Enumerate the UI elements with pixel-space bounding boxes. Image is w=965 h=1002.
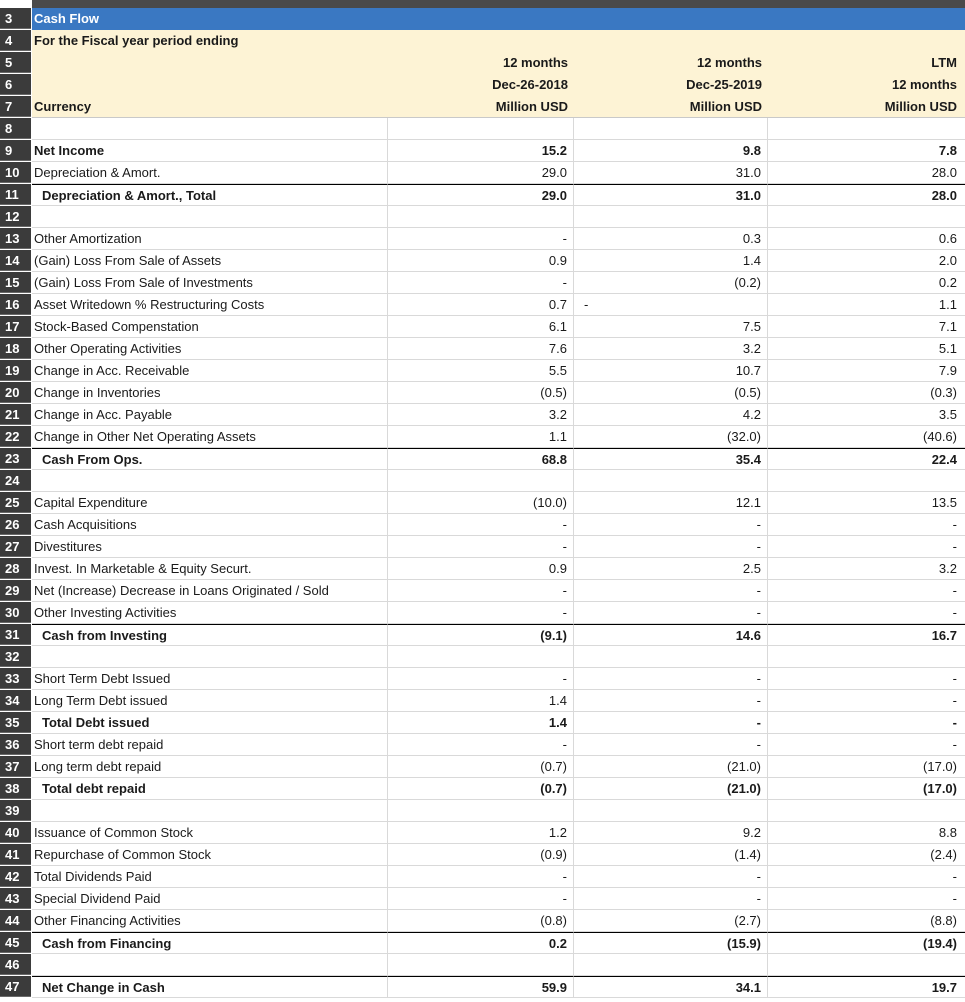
row-label[interactable]: Stock-Based Compenstation [32, 316, 388, 338]
sheet-title[interactable]: Cash Flow [32, 8, 965, 30]
row-number[interactable]: 4 [0, 30, 31, 51]
value-cell-3[interactable]: (8.8) [768, 910, 965, 932]
row-number[interactable]: 7 [0, 96, 31, 117]
value-cell-3[interactable]: - [768, 866, 965, 888]
value-cell-1[interactable]: 29.0 [388, 162, 574, 184]
currency-label[interactable]: Currency [32, 96, 388, 118]
row-label[interactable]: Invest. In Marketable & Equity Securt. [32, 558, 388, 580]
value-cell-3[interactable]: 5.1 [768, 338, 965, 360]
value-cell-2[interactable]: (1.4) [574, 844, 768, 866]
value-cell-2[interactable]: 34.1 [574, 976, 768, 998]
value-cell-2[interactable] [574, 206, 768, 228]
value-cell-2[interactable]: (15.9) [574, 932, 768, 954]
row-label[interactable]: Cash from Financing [32, 932, 388, 954]
row-label[interactable]: Change in Inventories [32, 382, 388, 404]
row-number[interactable]: 42 [0, 866, 31, 887]
value-cell-2[interactable]: - [574, 602, 768, 624]
value-cell-1[interactable]: - [388, 866, 574, 888]
value-cell-3[interactable]: (17.0) [768, 778, 965, 800]
value-cell-3[interactable] [768, 954, 965, 976]
value-cell-1[interactable]: (0.9) [388, 844, 574, 866]
row-number[interactable]: 9 [0, 140, 31, 161]
value-cell-2[interactable]: (21.0) [574, 778, 768, 800]
value-cell-3[interactable]: 16.7 [768, 624, 965, 646]
value-cell-3[interactable]: (2.4) [768, 844, 965, 866]
value-cell-3[interactable]: (0.3) [768, 382, 965, 404]
value-cell-2[interactable]: 12.1 [574, 492, 768, 514]
value-cell-2[interactable]: - [574, 536, 768, 558]
total-row[interactable] [0, 976, 965, 998]
row-number[interactable]: 38 [0, 778, 31, 799]
value-cell-3[interactable]: - [768, 668, 965, 690]
row-number[interactable]: 37 [0, 756, 31, 777]
row-label[interactable]: Total debt repaid [32, 778, 388, 800]
value-cell-3[interactable]: - [768, 514, 965, 536]
blank-row[interactable] [0, 118, 965, 140]
data-row[interactable] [0, 492, 965, 514]
row-number[interactable]: 33 [0, 668, 31, 689]
data-row[interactable] [0, 514, 965, 536]
data-row[interactable] [0, 866, 965, 888]
row-number[interactable]: 27 [0, 536, 31, 557]
row-number[interactable]: 29 [0, 580, 31, 601]
total-row[interactable] [0, 448, 965, 470]
value-cell-3[interactable]: 2.0 [768, 250, 965, 272]
row-label[interactable]: Change in Other Net Operating Assets [32, 426, 388, 448]
header-cell[interactable] [32, 52, 388, 74]
row-number[interactable]: 35 [0, 712, 31, 733]
value-cell-3[interactable] [768, 206, 965, 228]
value-cell-1[interactable] [388, 800, 574, 822]
row-label[interactable]: Repurchase of Common Stock [32, 844, 388, 866]
value-cell-2[interactable]: (32.0) [574, 426, 768, 448]
row-number[interactable]: 46 [0, 954, 31, 975]
value-cell-2[interactable] [574, 470, 768, 492]
value-cell-2[interactable]: (0.2) [574, 272, 768, 294]
row-number[interactable]: 3 [0, 8, 31, 29]
row-label[interactable]: Net (Increase) Decrease in Loans Originated / Sold [32, 580, 388, 602]
value-cell-3[interactable]: 0.2 [768, 272, 965, 294]
row-number[interactable]: 6 [0, 74, 31, 95]
value-cell-1[interactable]: - [388, 888, 574, 910]
period-length-1[interactable]: 12 months [388, 52, 574, 74]
row-number[interactable]: 28 [0, 558, 31, 579]
row-label[interactable]: Total Debt issued [32, 712, 388, 734]
value-cell-1[interactable]: - [388, 668, 574, 690]
data-row[interactable] [0, 822, 965, 844]
currency-unit-1[interactable]: Million USD [388, 96, 574, 118]
row-number[interactable]: 20 [0, 382, 31, 403]
row-label[interactable]: Short term debt repaid [32, 734, 388, 756]
total-row[interactable] [0, 184, 965, 206]
row-number[interactable]: 23 [0, 448, 31, 469]
data-row[interactable] [0, 250, 965, 272]
value-cell-3[interactable]: - [768, 580, 965, 602]
value-cell-2[interactable]: 7.5 [574, 316, 768, 338]
value-cell-3[interactable]: 7.9 [768, 360, 965, 382]
value-cell-1[interactable] [388, 470, 574, 492]
value-cell-2[interactable]: - [574, 690, 768, 712]
row-label[interactable]: Other Operating Activities [32, 338, 388, 360]
sheet-top-border [32, 0, 965, 8]
value-cell-3[interactable]: 0.6 [768, 228, 965, 250]
value-cell-2[interactable]: 9.8 [574, 140, 768, 162]
row-number[interactable]: 16 [0, 294, 31, 315]
data-row[interactable] [0, 338, 965, 360]
value-cell-3[interactable]: 3.2 [768, 558, 965, 580]
row-label[interactable]: Issuance of Common Stock [32, 822, 388, 844]
value-cell-3[interactable]: 28.0 [768, 184, 965, 206]
blank-row[interactable] [0, 800, 965, 822]
value-cell-3[interactable] [768, 470, 965, 492]
row-number[interactable]: 26 [0, 514, 31, 535]
value-cell-1[interactable]: (0.8) [388, 910, 574, 932]
row-number[interactable]: 8 [0, 118, 31, 139]
row-number[interactable]: 45 [0, 932, 31, 953]
row-number[interactable]: 5 [0, 52, 31, 73]
data-row[interactable] [0, 162, 965, 184]
data-row[interactable] [0, 602, 965, 624]
row-label[interactable]: Depreciation & Amort., Total [32, 184, 388, 206]
data-row[interactable] [0, 558, 965, 580]
value-cell-3[interactable]: - [768, 602, 965, 624]
value-cell-3[interactable]: - [768, 690, 965, 712]
value-cell-1[interactable]: 1.1 [388, 426, 574, 448]
value-cell-2[interactable]: 2.5 [574, 558, 768, 580]
value-cell-3[interactable] [768, 800, 965, 822]
total-row[interactable] [0, 932, 965, 954]
value-cell-1[interactable]: - [388, 514, 574, 536]
total-row[interactable] [0, 624, 965, 646]
row-label[interactable]: (Gain) Loss From Sale of Assets [32, 250, 388, 272]
value-cell-1[interactable] [388, 646, 574, 668]
value-cell-1[interactable]: 5.5 [388, 360, 574, 382]
row-label[interactable]: Other Investing Activities [32, 602, 388, 624]
value-cell-1[interactable]: 68.8 [388, 448, 574, 470]
data-row[interactable] [0, 272, 965, 294]
row-label[interactable]: Short Term Debt Issued [32, 668, 388, 690]
row-number[interactable]: 31 [0, 624, 31, 645]
row-label[interactable]: (Gain) Loss From Sale of Investments [32, 272, 388, 294]
value-cell-1[interactable]: 1.4 [388, 690, 574, 712]
row-number[interactable]: 39 [0, 800, 31, 821]
value-cell-3[interactable]: (17.0) [768, 756, 965, 778]
row-number[interactable]: 36 [0, 734, 31, 755]
value-cell-2[interactable]: 0.3 [574, 228, 768, 250]
row-number[interactable]: 17 [0, 316, 31, 337]
row-number[interactable]: 40 [0, 822, 31, 843]
value-cell-1[interactable]: 0.2 [388, 932, 574, 954]
currency-unit-3[interactable]: Million USD [768, 96, 965, 118]
row-label[interactable] [32, 954, 388, 976]
row-number[interactable]: 44 [0, 910, 31, 931]
value-cell-1[interactable]: 0.9 [388, 558, 574, 580]
value-cell-2[interactable] [574, 646, 768, 668]
blank-row[interactable] [0, 206, 965, 228]
value-cell-2[interactable]: 35.4 [574, 448, 768, 470]
value-cell-1[interactable]: (9.1) [388, 624, 574, 646]
row-label[interactable]: Depreciation & Amort. [32, 162, 388, 184]
row-label[interactable]: Net Income [32, 140, 388, 162]
value-cell-2[interactable]: 4.2 [574, 404, 768, 426]
value-cell-3[interactable]: 3.5 [768, 404, 965, 426]
value-cell-2[interactable]: - [574, 866, 768, 888]
value-cell-1[interactable]: (0.7) [388, 756, 574, 778]
row-label[interactable]: Long Term Debt issued [32, 690, 388, 712]
row-number[interactable]: 14 [0, 250, 31, 271]
value-cell-2[interactable]: - [574, 668, 768, 690]
value-cell-3[interactable] [768, 646, 965, 668]
data-row[interactable] [0, 360, 965, 382]
blank-row[interactable] [0, 954, 965, 976]
row-label[interactable] [32, 470, 388, 492]
row-label[interactable]: Cash Acquisitions [32, 514, 388, 536]
data-row[interactable] [0, 580, 965, 602]
header-cell[interactable] [574, 30, 768, 52]
data-row[interactable] [0, 778, 965, 800]
value-cell-3[interactable]: (40.6) [768, 426, 965, 448]
value-cell-1[interactable]: 0.9 [388, 250, 574, 272]
data-row[interactable] [0, 888, 965, 910]
value-cell-3[interactable]: 19.7 [768, 976, 965, 998]
value-cell-3[interactable]: - [768, 712, 965, 734]
row-label[interactable]: Other Amortization [32, 228, 388, 250]
row-number[interactable]: 24 [0, 470, 31, 491]
value-cell-1[interactable] [388, 954, 574, 976]
data-row[interactable] [0, 316, 965, 338]
value-cell-1[interactable] [388, 118, 574, 140]
value-cell-3[interactable]: 8.8 [768, 822, 965, 844]
data-row[interactable] [0, 712, 965, 734]
value-cell-2[interactable]: - [574, 888, 768, 910]
row-number[interactable]: 22 [0, 426, 31, 447]
data-row[interactable] [0, 294, 965, 316]
row-label[interactable]: Cash from Investing [32, 624, 388, 646]
row-label[interactable]: Capital Expenditure [32, 492, 388, 514]
row-number[interactable]: 41 [0, 844, 31, 865]
currency-unit-2[interactable]: Million USD [574, 96, 768, 118]
blank-row[interactable] [0, 646, 965, 668]
value-cell-2[interactable] [574, 118, 768, 140]
row-number[interactable]: 47 [0, 976, 31, 997]
data-row[interactable] [0, 844, 965, 866]
period-length-3[interactable]: LTM [768, 52, 965, 74]
title-row[interactable] [0, 8, 965, 30]
data-row[interactable] [0, 382, 965, 404]
value-cell-2[interactable]: (2.7) [574, 910, 768, 932]
row-number[interactable]: 10 [0, 162, 31, 183]
row-number[interactable]: 25 [0, 492, 31, 513]
value-cell-1[interactable]: (0.5) [388, 382, 574, 404]
value-cell-2[interactable]: 31.0 [574, 162, 768, 184]
value-cell-1[interactable]: - [388, 228, 574, 250]
blank-row[interactable] [0, 470, 965, 492]
row-label[interactable]: Total Dividends Paid [32, 866, 388, 888]
value-cell-2[interactable]: - [574, 580, 768, 602]
data-row[interactable] [0, 426, 965, 448]
data-row[interactable] [0, 734, 965, 756]
value-cell-1[interactable]: (0.7) [388, 778, 574, 800]
value-cell-1[interactable]: 15.2 [388, 140, 574, 162]
value-cell-1[interactable]: 3.2 [388, 404, 574, 426]
row-label[interactable] [32, 206, 388, 228]
row-label[interactable]: Other Financing Activities [32, 910, 388, 932]
header-cell[interactable] [768, 30, 965, 52]
value-cell-1[interactable]: (10.0) [388, 492, 574, 514]
period-date-2[interactable]: Dec-25-2019 [574, 74, 768, 96]
value-cell-2[interactable]: - [574, 712, 768, 734]
value-cell-1[interactable]: - [388, 602, 574, 624]
value-cell-1[interactable] [388, 206, 574, 228]
value-cell-2[interactable]: 31.0 [574, 184, 768, 206]
row-number[interactable]: 43 [0, 888, 31, 909]
row-number[interactable]: 13 [0, 228, 31, 249]
header-cell[interactable] [32, 74, 388, 96]
data-row[interactable] [0, 536, 965, 558]
value-cell-2[interactable]: - [574, 514, 768, 536]
row-label[interactable] [32, 118, 388, 140]
value-cell-2[interactable] [574, 294, 768, 316]
row-label[interactable] [32, 800, 388, 822]
row-number[interactable]: 19 [0, 360, 31, 381]
value-cell-1[interactable]: 7.6 [388, 338, 574, 360]
value-cell-3[interactable]: - [768, 536, 965, 558]
period-date-1[interactable]: Dec-26-2018 [388, 74, 574, 96]
row-number[interactable]: 21 [0, 404, 31, 425]
row-number[interactable]: 32 [0, 646, 31, 667]
value-cell-2[interactable]: 1.4 [574, 250, 768, 272]
value-cell-3[interactable]: 7.8 [768, 140, 965, 162]
row-label[interactable]: Special Dividend Paid [32, 888, 388, 910]
value-cell-2[interactable]: (21.0) [574, 756, 768, 778]
value-cell-1[interactable]: - [388, 272, 574, 294]
value-cell-3[interactable]: 13.5 [768, 492, 965, 514]
row-number[interactable]: 18 [0, 338, 31, 359]
value-cell-1[interactable]: 0.7 [388, 294, 574, 316]
value-cell-2[interactable] [574, 954, 768, 976]
row-number[interactable]: 34 [0, 690, 31, 711]
row-number[interactable]: 15 [0, 272, 31, 293]
data-row[interactable] [0, 756, 965, 778]
value-cell-1[interactable]: 1.2 [388, 822, 574, 844]
period-subtitle[interactable]: For the Fiscal year period ending [32, 30, 388, 52]
value-cell-1[interactable]: - [388, 580, 574, 602]
value-cell-3[interactable] [768, 118, 965, 140]
value-cell-2[interactable]: 10.7 [574, 360, 768, 382]
value-cell-2[interactable] [574, 800, 768, 822]
header-cell[interactable] [388, 30, 574, 52]
value-cell-2[interactable]: - [574, 734, 768, 756]
value-cell-2[interactable]: 14.6 [574, 624, 768, 646]
value-cell-1[interactable]: 29.0 [388, 184, 574, 206]
value-cell-3[interactable]: 7.1 [768, 316, 965, 338]
row-number[interactable]: 12 [0, 206, 31, 227]
value-cell-2[interactable]: (0.5) [574, 382, 768, 404]
period-length-2[interactable]: 12 months [574, 52, 768, 74]
data-row[interactable] [0, 140, 965, 162]
data-row[interactable] [0, 404, 965, 426]
row-label[interactable]: Change in Acc. Receivable [32, 360, 388, 382]
value-cell-1[interactable]: 59.9 [388, 976, 574, 998]
data-row[interactable] [0, 668, 965, 690]
value-cell-1[interactable]: 1.4 [388, 712, 574, 734]
row-label[interactable]: Change in Acc. Payable [32, 404, 388, 426]
value-cell-3[interactable]: 22.4 [768, 448, 965, 470]
row-label[interactable]: Net Change in Cash [32, 976, 388, 998]
value-cell-3[interactable]: 28.0 [768, 162, 965, 184]
row-number[interactable]: 11 [0, 184, 31, 205]
row-label[interactable]: Asset Writedown % Restructuring Costs [32, 294, 388, 316]
value-cell-3[interactable]: (19.4) [768, 932, 965, 954]
value-cell-1[interactable]: - [388, 734, 574, 756]
value-cell-3[interactable]: - [768, 888, 965, 910]
data-row[interactable] [0, 228, 965, 250]
period-date-3[interactable]: 12 months [768, 74, 965, 96]
header-row[interactable] [0, 30, 965, 52]
value-cell-3[interactable]: 1.1 [768, 294, 965, 316]
stray-dash-mark[interactable]: - [584, 297, 589, 312]
value-cell-3[interactable]: - [768, 734, 965, 756]
row-number[interactable]: 30 [0, 602, 31, 623]
row-label[interactable]: Divestitures [32, 536, 388, 558]
value-cell-2[interactable]: 9.2 [574, 822, 768, 844]
value-cell-1[interactable]: - [388, 536, 574, 558]
header-row[interactable] [0, 74, 965, 96]
row-label[interactable]: Long term debt repaid [32, 756, 388, 778]
row-label[interactable]: Cash From Ops. [32, 448, 388, 470]
data-row[interactable] [0, 910, 965, 932]
value-cell-2[interactable]: 3.2 [574, 338, 768, 360]
header-row[interactable] [0, 96, 965, 118]
row-label[interactable] [32, 646, 388, 668]
data-row[interactable] [0, 690, 965, 712]
value-cell-1[interactable]: 6.1 [388, 316, 574, 338]
header-row[interactable] [0, 52, 965, 74]
